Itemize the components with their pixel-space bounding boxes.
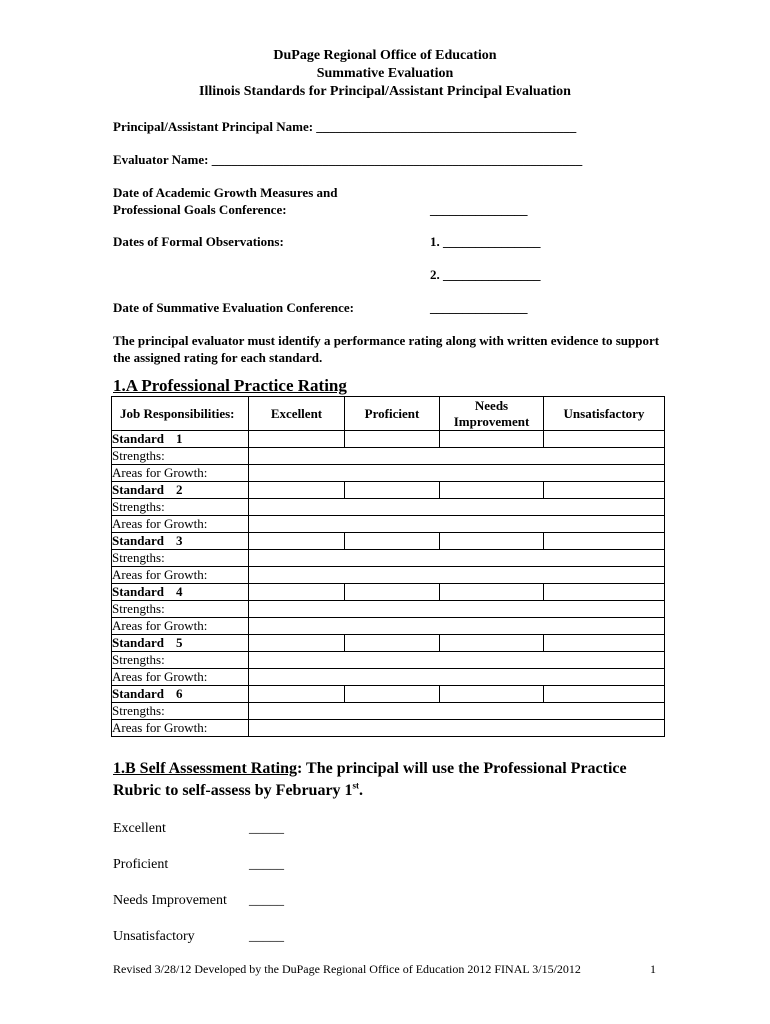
areas-for-growth-input-cell[interactable] xyxy=(249,669,665,686)
areas-for-growth-row xyxy=(112,618,665,635)
rating-cell-needs-improvement[interactable] xyxy=(440,635,544,652)
observations-label: Dates of Formal Observations: xyxy=(113,234,284,249)
section-b-title: 1.B Self Assessment Rating xyxy=(113,760,298,777)
rating-cell-excellent[interactable] xyxy=(249,584,345,601)
academic-conference-label-2: Professional Goals Conference: xyxy=(113,202,287,217)
page-number: 1 xyxy=(650,962,656,976)
section-b-instructions: : The principal will use the Professional Practice Rubric to self-assess by February 1 xyxy=(113,760,627,799)
standard-row xyxy=(112,584,665,601)
column-header-needs-improvement: Needs Improvement xyxy=(440,397,544,431)
rating-cell-proficient[interactable] xyxy=(345,635,440,652)
areas-for-growth-label: Areas for Growth: xyxy=(112,567,249,584)
principal-name-field[interactable]: Principal/Assistant Principal Name: ________________________________________ xyxy=(113,119,577,134)
strengths-label: Strengths: xyxy=(112,448,249,465)
areas-for-growth-label: Areas for Growth: xyxy=(112,516,249,533)
standard-row xyxy=(112,686,665,703)
rating-cell-excellent[interactable] xyxy=(249,533,345,550)
strengths-label: Strengths: xyxy=(112,550,249,567)
rating-cell-excellent[interactable] xyxy=(249,635,345,652)
section-b-period: . xyxy=(359,782,364,799)
rating-cell-excellent[interactable] xyxy=(249,431,345,448)
strengths-input-cell[interactable] xyxy=(249,550,665,567)
areas-for-growth-input-cell[interactable] xyxy=(249,618,665,635)
strengths-input-cell[interactable] xyxy=(249,652,665,669)
document-subtitle: Summative Evaluation xyxy=(316,66,454,81)
strengths-input-cell[interactable] xyxy=(249,703,665,720)
rating-table xyxy=(111,396,665,737)
academic-conference-date-blank[interactable]: _______________ xyxy=(430,202,528,217)
strengths-row xyxy=(112,499,665,516)
areas-for-growth-row xyxy=(112,516,665,533)
standard-label-text: Standard xyxy=(112,482,165,497)
rating-cell-proficient[interactable] xyxy=(345,533,440,550)
rating-cell-unsatisfactory[interactable] xyxy=(544,431,665,448)
rating-cell-needs-improvement[interactable] xyxy=(440,482,544,499)
standard-number: 4 xyxy=(176,584,183,599)
self-rating-needs-improvement-label: Needs Improvement xyxy=(113,893,227,908)
column-header-proficient: Proficient xyxy=(345,397,440,431)
table-header-row xyxy=(112,397,665,431)
standard-row xyxy=(112,482,665,499)
self-rating-unsatisfactory-blank[interactable]: _____ xyxy=(249,929,284,944)
rating-cell-unsatisfactory[interactable] xyxy=(544,584,665,601)
standard-number: 5 xyxy=(176,635,183,650)
rating-cell-unsatisfactory[interactable] xyxy=(544,482,665,499)
rating-cell-needs-improvement[interactable] xyxy=(440,584,544,601)
academic-conference-label: Date of Academic Growth Measures and xyxy=(113,185,338,200)
areas-for-growth-input-cell[interactable] xyxy=(249,720,665,737)
areas-for-growth-label: Areas for Growth: xyxy=(112,720,249,737)
summative-conference-label: Date of Summative Evaluation Conference: xyxy=(113,300,354,315)
areas-for-growth-label: Areas for Growth: xyxy=(112,669,249,686)
self-rating-needs-improvement-blank[interactable]: _____ xyxy=(249,893,284,908)
rating-cell-unsatisfactory[interactable] xyxy=(544,533,665,550)
standard-label xyxy=(112,635,249,652)
standard-label-text: Standard xyxy=(112,533,165,548)
strengths-input-cell[interactable] xyxy=(249,499,665,516)
rating-cell-unsatisfactory[interactable] xyxy=(544,635,665,652)
standard-number: 2 xyxy=(176,482,183,497)
standard-label-text: Standard xyxy=(112,635,165,650)
rating-cell-proficient[interactable] xyxy=(345,482,440,499)
strengths-label: Strengths: xyxy=(112,499,249,516)
areas-for-growth-row xyxy=(112,465,665,482)
areas-for-growth-input-cell[interactable] xyxy=(249,567,665,584)
standard-label xyxy=(112,584,249,601)
strengths-label: Strengths: xyxy=(112,652,249,669)
rating-cell-unsatisfactory[interactable] xyxy=(544,686,665,703)
standard-label xyxy=(112,686,249,703)
rating-cell-proficient[interactable] xyxy=(345,584,440,601)
self-rating-unsatisfactory-label: Unsatisfactory xyxy=(113,929,195,944)
strengths-row xyxy=(112,652,665,669)
footer-text: Revised 3/28/12 Developed by the DuPage Regional Office of Education 2012 FINAL 3/15/2012 xyxy=(113,962,581,976)
document-subtitle-standards: Illinois Standards for Principal/Assistant Principal Evaluation xyxy=(199,84,571,99)
self-rating-excellent-label: Excellent xyxy=(113,821,166,836)
standard-number: 1 xyxy=(176,431,183,446)
standard-label xyxy=(112,482,249,499)
summative-conference-date-blank[interactable]: _______________ xyxy=(430,300,528,315)
rating-cell-needs-improvement[interactable] xyxy=(440,431,544,448)
self-rating-proficient-blank[interactable]: _____ xyxy=(249,857,284,872)
standard-row xyxy=(112,533,665,550)
rating-cell-proficient[interactable] xyxy=(345,686,440,703)
column-header-excellent: Excellent xyxy=(249,397,345,431)
standard-row xyxy=(112,431,665,448)
self-rating-excellent-blank[interactable]: _____ xyxy=(249,821,284,836)
section-a-heading: 1.A Professional Practice Rating xyxy=(113,376,347,395)
observation-date-2-blank[interactable]: 2. _______________ xyxy=(430,267,541,282)
rating-cell-excellent[interactable] xyxy=(249,482,345,499)
areas-for-growth-row xyxy=(112,567,665,584)
strengths-input-cell[interactable] xyxy=(249,601,665,618)
strengths-row xyxy=(112,703,665,720)
standard-row xyxy=(112,635,665,652)
strengths-input-cell[interactable] xyxy=(249,448,665,465)
self-rating-proficient-label: Proficient xyxy=(113,857,169,872)
areas-for-growth-label: Areas for Growth: xyxy=(112,618,249,635)
standard-label-text: Standard xyxy=(112,584,165,599)
standard-label xyxy=(112,431,249,448)
column-header-job-responsibilities: Job Responsibilities: xyxy=(112,397,249,431)
column-header-unsatisfactory: Unsatisfactory xyxy=(544,397,665,431)
areas-for-growth-input-cell[interactable] xyxy=(249,516,665,533)
observation-date-1-blank[interactable]: 1. _______________ xyxy=(430,234,541,249)
standard-number: 3 xyxy=(176,533,183,548)
strengths-row xyxy=(112,601,665,618)
instructions-text: The principal evaluator must identify a performance rating along with written evidence to support the assigned rating for each standard. xyxy=(113,333,660,365)
areas-for-growth-label: Areas for Growth: xyxy=(112,465,249,482)
section-b-superscript: st xyxy=(352,780,360,791)
section-b-heading xyxy=(113,758,673,802)
areas-for-growth-row xyxy=(112,720,665,737)
evaluator-name-field[interactable]: Evaluator Name: _________________________________________________________ xyxy=(113,152,583,167)
strengths-label: Strengths: xyxy=(112,703,249,720)
strengths-row xyxy=(112,550,665,567)
document-title: DuPage Regional Office of Education xyxy=(273,48,497,63)
standard-number: 6 xyxy=(176,686,183,701)
standard-label-text: Standard xyxy=(112,431,165,446)
areas-for-growth-input-cell[interactable] xyxy=(249,465,665,482)
strengths-label: Strengths: xyxy=(112,601,249,618)
areas-for-growth-row xyxy=(112,669,665,686)
strengths-row xyxy=(112,448,665,465)
rating-cell-proficient[interactable] xyxy=(345,431,440,448)
standard-label xyxy=(112,533,249,550)
rating-cell-needs-improvement[interactable] xyxy=(440,533,544,550)
rating-cell-needs-improvement[interactable] xyxy=(440,686,544,703)
rating-cell-excellent[interactable] xyxy=(249,686,345,703)
standard-label-text: Standard xyxy=(112,686,165,701)
